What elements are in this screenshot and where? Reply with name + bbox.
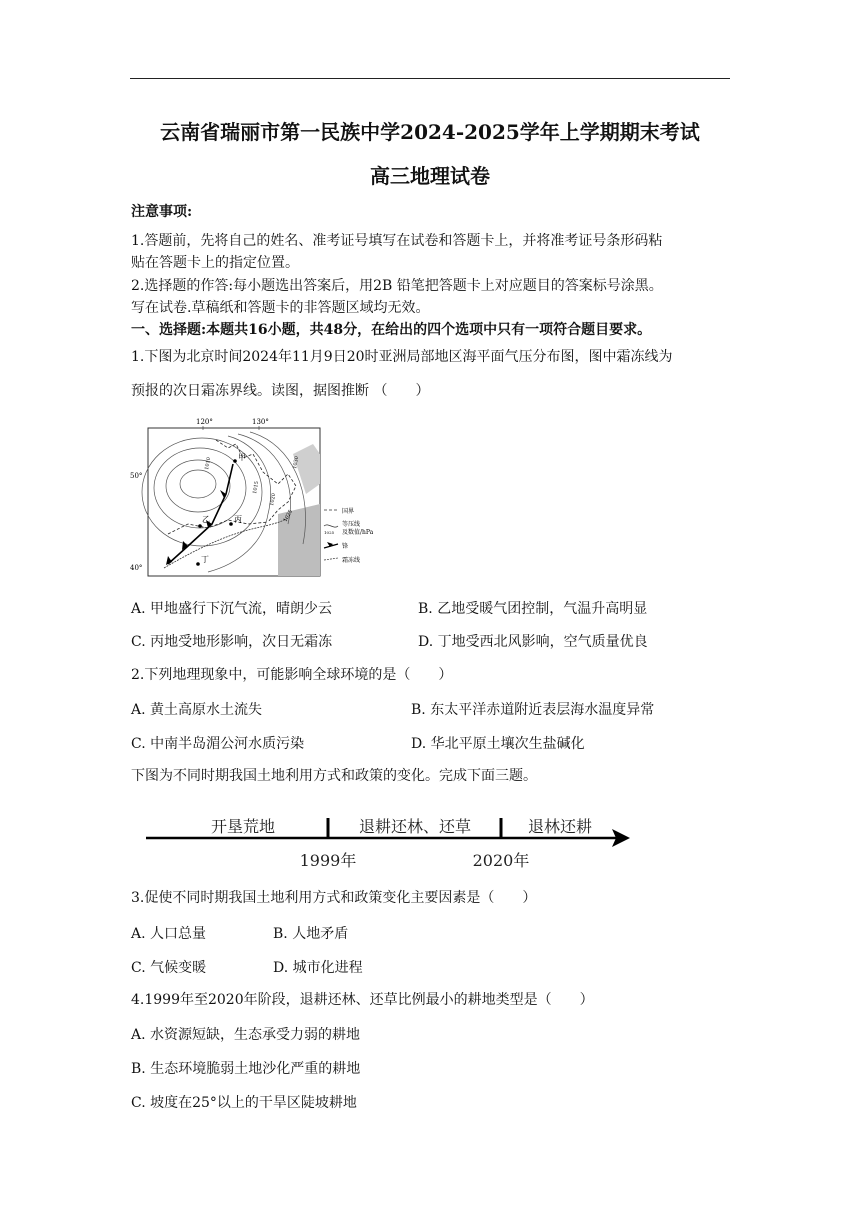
question-2-option-d[interactable]: D. 华北平原土壤次生盐碱化 bbox=[411, 736, 585, 752]
notice-line: 写在试卷.草稿纸和答题卡的非答题区域均无效。 bbox=[131, 300, 430, 316]
latitude-label: 40° bbox=[130, 564, 143, 572]
legend-frost-label: 霜冻线 bbox=[342, 557, 361, 564]
isobar-label: 1020 bbox=[269, 492, 278, 507]
question-3-option-b[interactable]: B. 人地矛盾 bbox=[273, 926, 349, 942]
question-1-stem: 预报的次日霜冻界线。读图，据图推断 （ ） bbox=[131, 383, 430, 399]
question-2-option-a[interactable]: A. 黄土高原水土流失 bbox=[131, 702, 263, 718]
longitude-label: 130° bbox=[252, 418, 269, 426]
isobar-label: 1010 bbox=[204, 456, 213, 471]
legend-isobar-label: 等压线 bbox=[342, 521, 361, 528]
map-place-label: 丙 bbox=[234, 515, 242, 524]
questions-3-5-intro: 下图为不同时期我国土地利用方式和政策的变化。完成下面三题。 bbox=[131, 768, 537, 784]
question-3-option-c[interactable]: C. 气候变暖 bbox=[131, 960, 207, 976]
timeline-year-label: 1999年 bbox=[299, 851, 357, 870]
exam-title: 云南省瑞丽市第一民族中学2024-2025学年上学期期末考试 bbox=[160, 120, 700, 144]
question-1-option-a[interactable]: A. 甲地盛行下沉气流，晴朗少云 bbox=[131, 601, 333, 617]
timeline-segment-label: 退林还耕 bbox=[527, 817, 593, 836]
longitude-label: 120° bbox=[196, 418, 213, 426]
question-2-stem: 2.下列地理现象中，可能影响全球环境的是（ ） bbox=[131, 667, 453, 683]
map-place-label: 乙 bbox=[202, 515, 210, 524]
question-1-option-b[interactable]: B. 乙地受暖气团控制，气温升高明显 bbox=[418, 601, 648, 617]
legend-border-label: 国界 bbox=[342, 508, 355, 515]
isobar-label: 1025 bbox=[282, 508, 295, 523]
notice-line: 1.答题前，先将自己的姓名、准考证号填写在试卷和答题卡上，并将准考证号条形码粘 bbox=[131, 233, 663, 249]
question-3-option-d[interactable]: D. 城市化进程 bbox=[273, 960, 363, 976]
question-1-stem: 1.下图为北京时间2024年11月9日20时亚洲局部地区海平面气压分布图，图中霜冻线为 bbox=[131, 349, 673, 365]
question-2-option-c[interactable]: C. 中南半岛湄公河水质污染 bbox=[131, 736, 305, 752]
notice-heading: 注意事项: bbox=[131, 204, 193, 220]
question-1-option-c[interactable]: C. 丙地受地形影响，次日无霜冻 bbox=[131, 634, 333, 650]
question-2-option-b[interactable]: B. 东太平洋赤道附近表层海水温度异常 bbox=[411, 702, 655, 718]
section-heading: 一、选择题:本题共16小题，共48分，在给出的四个选项中只有一项符合题目要求。 bbox=[131, 322, 652, 338]
isobar-label: 1030 bbox=[292, 455, 301, 470]
timeline-year-label: 2020年 bbox=[472, 851, 530, 870]
question-3-option-a[interactable]: A. 人口总量 bbox=[131, 926, 207, 942]
isobar-label: 1015 bbox=[252, 480, 261, 495]
legend-isobar-label: 及数值/hPa bbox=[342, 529, 374, 536]
timeline-segment-label: 开垦荒地 bbox=[210, 817, 276, 836]
question-4-option-a[interactable]: A. 水资源短缺，生态承受力弱的耕地 bbox=[131, 1027, 361, 1043]
notice-line: 贴在答题卡上的指定位置。 bbox=[131, 255, 299, 271]
question-4-option-b[interactable]: B. 生态环境脆弱土地沙化严重的耕地 bbox=[131, 1061, 361, 1077]
notice-line: 2.选择题的作答:每小题选出答案后，用2B 铅笔把答题卡上对应题目的答案标号涂黑。 bbox=[131, 278, 663, 294]
legend-isobar-value: 1025 bbox=[324, 530, 335, 535]
legend-front-label: 锋 bbox=[342, 543, 349, 550]
latitude-label: 50° bbox=[130, 472, 143, 480]
map-legend bbox=[324, 507, 374, 564]
question-4-stem: 4.1999年至2020年阶段，退耕还林、还草比例最小的耕地类型是（ ） bbox=[131, 992, 594, 1008]
land-policy-timeline bbox=[140, 808, 640, 874]
header-rule bbox=[130, 78, 730, 79]
map-place-label: 丁 bbox=[201, 555, 209, 564]
pressure-map-figure bbox=[128, 414, 380, 580]
timeline-segment-label: 退耕还林、还草 bbox=[358, 817, 472, 836]
map-place-label: 甲 bbox=[238, 453, 246, 462]
exam-subtitle: 高三地理试卷 bbox=[370, 164, 490, 188]
question-4-option-c[interactable]: C. 坡度在25°以上的干旱区陡坡耕地 bbox=[131, 1095, 357, 1111]
question-3-stem: 3.促使不同时期我国土地利用方式和政策变化主要因素是（ ） bbox=[131, 890, 537, 906]
question-1-option-d[interactable]: D. 丁地受西北风影响，空气质量优良 bbox=[418, 634, 648, 650]
